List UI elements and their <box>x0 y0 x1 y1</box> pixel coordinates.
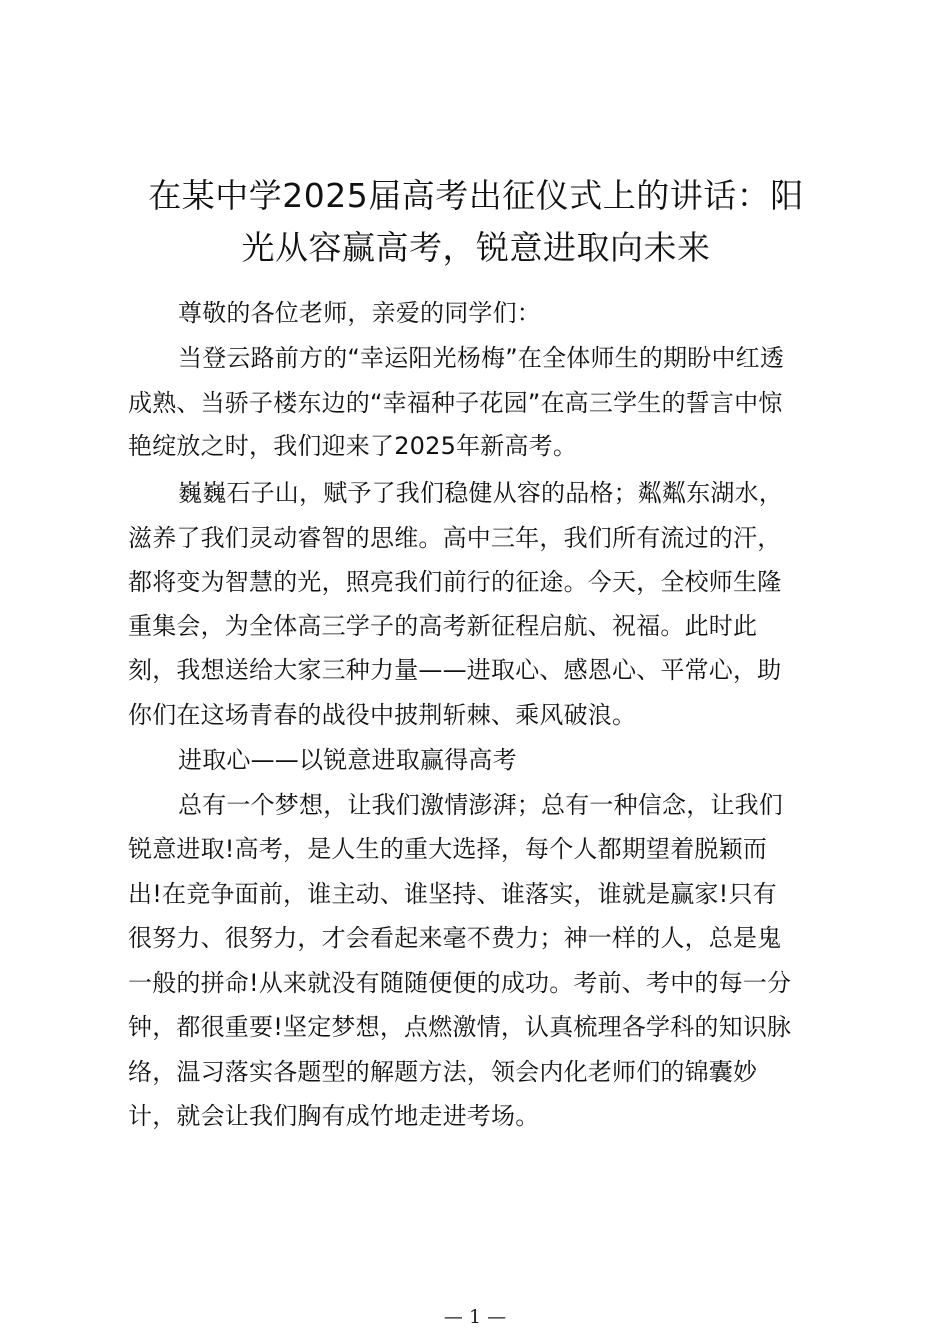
body-line: 刻，我想送给大家三种力量——进取心、感恩心、平常心，助 <box>128 656 782 684</box>
body-line: 总有一个梦想，让我们激情澎湃；总有一种信念，让我们 <box>178 791 783 819</box>
document-title-line-2: 光从容赢高考，锐意进取向未来 <box>241 228 711 267</box>
body-line: 络，温习落实各题型的解题方法，领会内化老师们的锦囊妙 <box>128 1058 758 1086</box>
document-title-line-1: 在某中学2025届高考出征仪式上的讲话：阳 <box>148 176 804 215</box>
body-line: 你们在这场青春的战役中披荆斩棘、乘风破浪。 <box>128 701 637 729</box>
body-line: 锐意进取!高考，是人生的重大选择，每个人都期望着脱颖而 <box>128 835 768 863</box>
body-line: 滋养了我们灵动睿智的思维。高中三年，我们所有流过的汗， <box>128 524 782 552</box>
body-line: 一般的拼命!从来就没有随随便便的成功。考前、考中的每一分 <box>128 969 792 997</box>
body-line: 计，就会让我们胸有成竹地走进考场。 <box>128 1102 540 1130</box>
body-line: 艳绽放之时，我们迎来了2025年新高考。 <box>128 432 578 460</box>
body-line: 重集会，为全体高三学子的高考新征程启航、祝福。此时此 <box>128 612 758 640</box>
body-line: 当登云路前方的“幸运阳光杨梅”在全体师生的期盼中红透 <box>178 344 785 372</box>
body-line: 都将变为智慧的光，照亮我们前行的征途。今天，全校师生隆 <box>128 568 782 596</box>
body-line: 成熟、当骄子楼东边的“幸福种子花园”在高三学生的誓言中惊 <box>128 389 783 417</box>
section-heading: 进取心——以锐意进取赢得高考 <box>178 746 517 774</box>
page-number: — 1 — <box>443 1306 507 1328</box>
body-line: 巍巍石子山，赋予了我们稳健从容的品格；粼粼东湖水， <box>178 479 783 507</box>
body-line: 很努力、很努力，才会看起来毫不费力；神一样的人，总是鬼 <box>128 924 782 952</box>
body-line: 出!在竞争面前，谁主动、谁坚持、谁落实，谁就是赢家!只有 <box>128 880 777 908</box>
salutation: 尊敬的各位老师，亲爱的同学们： <box>178 299 541 327</box>
body-line: 钟，都很重要!坚定梦想，点燃激情，认真梳理各学科的知识脉 <box>128 1013 792 1041</box>
